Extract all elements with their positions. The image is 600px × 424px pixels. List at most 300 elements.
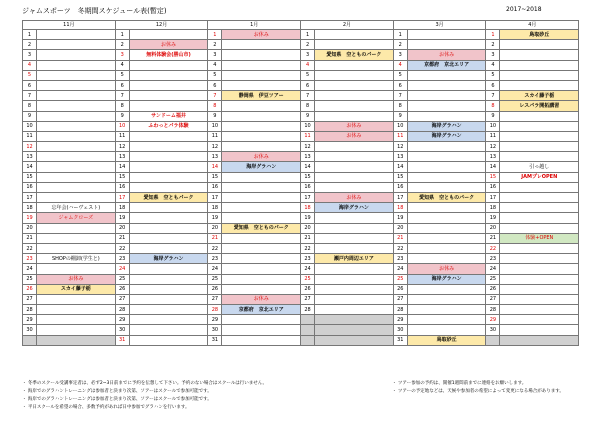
event-cell: レスパラ開拓講習 [500,101,579,111]
event-cell [129,213,208,223]
day-number: 19 [23,213,37,223]
event-cell [222,335,301,345]
event-cell [500,142,579,152]
table-row [23,294,579,304]
note-item: ・ 平日スクールを希望の場合、多数予約があれば日中参加でグラハンを行います。 [22,405,190,410]
table-row [23,172,579,182]
day-number: 18 [115,203,129,213]
day-number: 26 [393,284,407,294]
event-cell [129,80,208,90]
event-cell [222,101,301,111]
day-number: 6 [23,80,37,90]
event-cell [315,40,394,50]
event-cell [222,254,301,264]
day-number: 20 [115,223,129,233]
event-cell [129,243,208,253]
event-cell: お休み [222,30,301,40]
day-number: 13 [301,152,315,162]
event-cell [222,284,301,294]
event-cell [129,223,208,233]
event-cell [500,305,579,315]
table-row [23,111,579,121]
event-cell [407,223,486,233]
day-number: 22 [301,243,315,253]
day-number: 16 [486,182,500,192]
day-number: 14 [23,162,37,172]
day-number: 24 [115,264,129,274]
notes-right [392,380,578,396]
day-number: 22 [23,243,37,253]
event-cell: 海岸グラハン [315,203,394,213]
table-row [23,274,579,284]
event-cell [129,264,208,274]
event-cell [407,213,486,223]
event-cell: 海岸グラハン [407,131,486,141]
day-number: 24 [486,264,500,274]
day-number: 26 [301,284,315,294]
day-number: 26 [115,284,129,294]
day-number: 21 [393,233,407,243]
day-number: 23 [486,254,500,264]
day-number: 1 [486,30,500,40]
table-row [23,203,579,213]
note-item: ・ 海岸でのグラハントレーニングは参加者と決まり次第、ソアーはスクールで参加可能です。 [22,397,212,402]
event-cell: 京都府 京北エリア [222,305,301,315]
event-cell [129,233,208,243]
event-cell [315,305,394,315]
event-cell [407,142,486,152]
event-cell [500,315,579,325]
event-cell: 引っ越し [500,162,579,172]
event-cell [37,121,116,131]
event-cell [37,70,116,80]
empty-cell [315,325,394,335]
day-number: 13 [486,152,500,162]
day-number: 30 [115,325,129,335]
event-cell [222,233,301,243]
day-number: 30 [208,325,222,335]
day-number: 23 [23,254,37,264]
event-cell [129,305,208,315]
day-number: 30 [486,325,500,335]
day-number: 23 [393,254,407,264]
table-row [23,162,579,172]
table-row [23,121,579,131]
day-number: 8 [393,101,407,111]
event-cell: お休み [407,50,486,60]
event-cell: お休み [222,152,301,162]
day-number: 27 [486,294,500,304]
day-number: 11 [208,131,222,141]
day-number: 15 [208,172,222,182]
table-row [23,142,579,152]
event-cell [315,243,394,253]
day-number: 28 [301,305,315,315]
event-cell [500,50,579,60]
event-cell: ふわっとパラ体験 [129,121,208,131]
notes-left [22,380,352,412]
day-number: 3 [208,50,222,60]
day-number: 19 [301,213,315,223]
event-cell [222,274,301,284]
day-number: 1 [23,30,37,40]
table-row [23,243,579,253]
day-number: 15 [115,172,129,182]
day-number: 20 [23,223,37,233]
day-number: 3 [23,50,37,60]
event-cell [500,274,579,284]
empty-cell [500,335,579,345]
event-cell [37,162,116,172]
event-cell [129,315,208,325]
event-cell: 愛知県 空とものパーク [315,50,394,60]
event-cell [222,203,301,213]
event-cell: お休み [315,121,394,131]
day-number: 18 [301,203,315,213]
day-number: 3 [115,50,129,60]
day-number: 12 [393,142,407,152]
day-number: 26 [486,284,500,294]
event-cell [407,101,486,111]
event-cell: ジャムクローズ [37,213,116,223]
event-cell [407,111,486,121]
event-cell [37,294,116,304]
event-cell [222,193,301,203]
event-cell [315,182,394,192]
event-cell [222,213,301,223]
event-cell [407,30,486,40]
table-row [23,264,579,274]
event-cell [129,152,208,162]
event-cell [315,223,394,233]
day-number: 16 [208,182,222,192]
day-number: 2 [208,40,222,50]
event-cell [407,70,486,80]
day-number: 20 [486,223,500,233]
event-cell [37,91,116,101]
day-number: 8 [115,101,129,111]
event-cell [37,243,116,253]
event-cell [37,315,116,325]
day-number: 19 [208,213,222,223]
day-number: 13 [23,152,37,162]
day-number: 28 [115,305,129,315]
table-row [23,70,579,80]
event-cell: 海岸グラハン [407,274,486,284]
event-cell [222,70,301,80]
table-row [23,101,579,111]
event-cell [315,80,394,90]
event-cell: SHOPの棚卸(学生と) [37,254,116,264]
event-cell [222,315,301,325]
day-number: 18 [23,203,37,213]
table-row [23,30,579,40]
note-item: ・ ツアー参加の予約は、開催1週間前までに連絡をお願いします。 [392,381,527,386]
event-cell [500,60,579,70]
day-number: 2 [301,40,315,50]
event-cell [129,131,208,141]
event-cell [222,121,301,131]
event-cell: 海岸グラハン [222,162,301,172]
month-header: 11月 [23,21,116,30]
day-number: 10 [301,121,315,131]
day-number: 2 [115,40,129,50]
day-number: 24 [393,264,407,274]
event-cell [500,223,579,233]
event-cell: 瀬戸内周辺エリア [315,254,394,264]
month-header: 12月 [115,21,208,30]
event-cell: お休み [129,40,208,50]
event-cell [37,233,116,243]
day-number: 29 [486,315,500,325]
event-cell [407,162,486,172]
day-number: 17 [486,193,500,203]
event-cell [315,162,394,172]
day-number: 9 [208,111,222,121]
empty-cell [315,315,394,325]
event-cell [407,325,486,335]
event-cell: 体験+OPEN [500,233,579,243]
event-cell [315,70,394,80]
day-number: 13 [393,152,407,162]
event-cell [500,243,579,253]
event-cell [129,60,208,70]
day-number: 27 [23,294,37,304]
day-number: 5 [301,70,315,80]
event-cell: 京都府 京北エリア [407,60,486,70]
event-cell [37,40,116,50]
day-number: 2 [23,40,37,50]
day-number: 1 [393,30,407,40]
empty-cell [301,315,315,325]
event-cell [500,80,579,90]
day-number: 11 [486,131,500,141]
day-number: 21 [301,233,315,243]
event-cell [500,284,579,294]
event-cell [315,152,394,162]
day-number: 9 [393,111,407,121]
event-cell [222,80,301,90]
event-cell [407,203,486,213]
day-number: 26 [208,284,222,294]
event-cell: 鳥取砂丘 [500,30,579,40]
event-cell: 愛知県 空ともパーク [129,193,208,203]
event-cell [407,172,486,182]
event-cell [500,294,579,304]
event-cell [222,182,301,192]
day-number: 5 [115,70,129,80]
day-number: 23 [301,254,315,264]
day-number: 18 [393,203,407,213]
day-number: 4 [301,60,315,70]
event-cell [407,182,486,192]
day-number: 14 [301,162,315,172]
day-number: 4 [486,60,500,70]
event-cell [129,325,208,335]
day-number: 11 [301,131,315,141]
day-number: 11 [393,131,407,141]
event-cell [37,305,116,315]
event-cell: 海岸グラハン [129,254,208,264]
day-number: 2 [486,40,500,50]
event-cell [37,142,116,152]
event-cell [222,111,301,121]
day-number: 9 [301,111,315,121]
event-cell [500,325,579,335]
day-number: 16 [23,182,37,192]
day-number: 8 [208,101,222,111]
day-number: 10 [486,121,500,131]
table-row [23,182,579,192]
event-cell [407,152,486,162]
day-number: 12 [23,142,37,152]
table-row [23,254,579,264]
day-number: 9 [23,111,37,121]
day-number: 10 [393,121,407,131]
day-number: 14 [393,162,407,172]
event-cell [500,182,579,192]
day-number: 4 [23,60,37,70]
day-number: 22 [486,243,500,253]
day-number: 21 [486,233,500,243]
table-row [23,315,579,325]
day-number: 5 [23,70,37,80]
event-cell [315,213,394,223]
day-number: 3 [393,50,407,60]
event-cell [407,315,486,325]
day-number: 29 [23,315,37,325]
day-number: 23 [115,254,129,264]
table-row [23,60,579,70]
event-cell [407,91,486,101]
day-number: 17 [23,193,37,203]
day-number: 15 [486,172,500,182]
table-row [23,131,579,141]
event-cell: 無料体験会(勝山市) [129,50,208,60]
empty-cell [315,335,394,345]
day-number: 5 [393,70,407,80]
event-cell [37,50,116,60]
day-number: 19 [115,213,129,223]
note-item: ・ 海岸でのグラハントレーニングは参加者と決まり次第、ソアーはスクールで参加可能です。 [22,389,212,394]
event-cell [500,264,579,274]
event-cell [222,264,301,274]
event-cell [500,131,579,141]
day-number: 27 [301,294,315,304]
day-number: 7 [301,91,315,101]
table-row [23,305,579,315]
event-cell: 愛知県 空とものパーク [407,193,486,203]
event-cell [407,80,486,90]
day-number: 28 [23,305,37,315]
day-number: 21 [208,233,222,243]
day-number: 6 [301,80,315,90]
event-cell [500,152,579,162]
event-cell [129,172,208,182]
event-cell [500,70,579,80]
month-header: 3月 [393,21,486,30]
table-row [23,233,579,243]
day-number: 30 [393,325,407,335]
event-cell [37,111,116,121]
event-cell [500,254,579,264]
table-row [23,193,579,203]
day-number: 10 [115,121,129,131]
day-number: 7 [486,91,500,101]
event-cell [407,233,486,243]
table-row [23,213,579,223]
day-number: 10 [208,121,222,131]
event-cell [37,30,116,40]
event-cell [407,254,486,264]
day-number: 4 [208,60,222,70]
event-cell [315,294,394,304]
table-row [23,152,579,162]
day-number: 12 [301,142,315,152]
day-number: 29 [393,315,407,325]
day-number: 16 [393,182,407,192]
day-number: 7 [23,91,37,101]
event-cell [222,325,301,335]
day-number: 25 [486,274,500,284]
event-cell [222,60,301,70]
event-cell: 鳥取砂丘 [407,335,486,345]
event-cell [129,70,208,80]
table-row [23,335,579,345]
day-number: 26 [23,284,37,294]
event-cell [315,111,394,121]
event-cell [129,142,208,152]
day-number: 28 [208,305,222,315]
event-cell [500,213,579,223]
day-number: 23 [208,254,222,264]
day-number: 9 [486,111,500,121]
event-cell: お休み [222,294,301,304]
day-number: 3 [301,50,315,60]
empty-cell [23,335,37,345]
event-cell [37,264,116,274]
day-number: 27 [208,294,222,304]
event-cell [37,193,116,203]
event-cell [407,305,486,315]
event-cell [315,30,394,40]
event-cell [315,142,394,152]
empty-cell [301,335,315,345]
event-cell: 忘年会(ハーヴェスト) [37,203,116,213]
empty-cell [486,335,500,345]
event-cell [315,60,394,70]
empty-cell [37,335,116,345]
day-number: 28 [486,305,500,315]
event-cell [222,172,301,182]
day-number: 22 [115,243,129,253]
day-number: 8 [23,101,37,111]
day-number: 22 [393,243,407,253]
event-cell: サンドーム福井 [129,111,208,121]
day-number: 13 [115,152,129,162]
empty-cell [301,325,315,335]
day-number: 15 [393,172,407,182]
event-cell [500,40,579,50]
event-cell [129,91,208,101]
day-number: 11 [23,131,37,141]
day-number: 12 [208,142,222,152]
day-number: 9 [115,111,129,121]
table-row [23,50,579,60]
table-row [23,91,579,101]
day-number: 25 [23,274,37,284]
day-number: 4 [115,60,129,70]
